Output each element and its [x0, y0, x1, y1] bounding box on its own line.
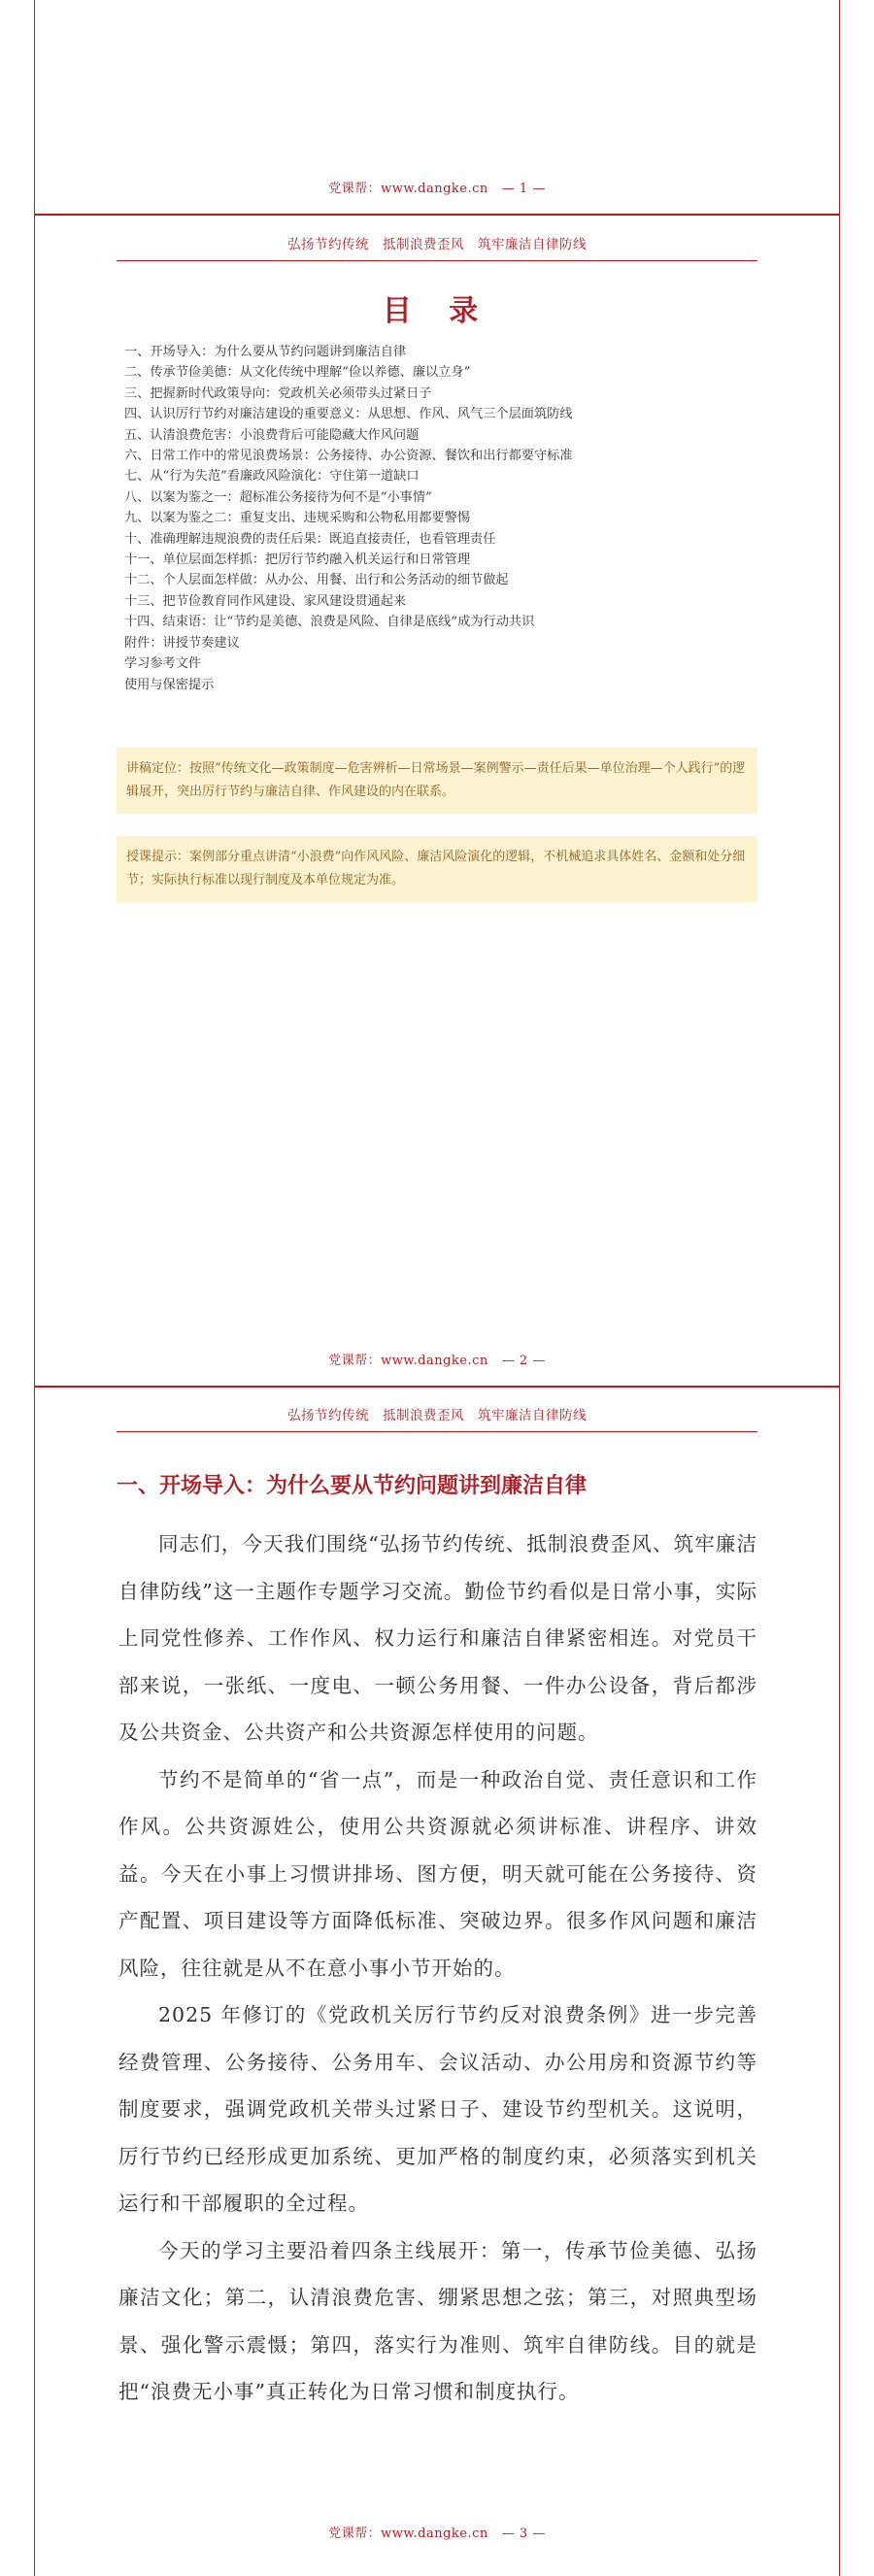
teaching-tip-note: 授课提示：案例部分重点讲清“小浪费”向作风风险、廉洁风险演化的逻辑，不机械追求具体姓名、金额和处分细节；实际执行标准以现行制度及本单位规定为准。: [117, 836, 757, 902]
page-header: 弘扬节约传统 抵制浪费歪风 筑牢廉洁自律防线: [287, 237, 587, 252]
footer-site: 党课帮：www.dangke.cn: [328, 182, 488, 196]
toc-item[interactable]: 附件：讲授节奏建议: [124, 635, 240, 651]
toc-item[interactable]: 九、以案为鉴之二：重复支出、违规采购和公物私用都要警惕: [124, 511, 471, 526]
toc-item[interactable]: 一、开场导入：为什么要从节约问题讲到廉洁自律: [124, 345, 407, 359]
page-divider: [34, 214, 840, 216]
toc-item[interactable]: 四、认识厉行节约对廉洁建设的重要意义：从思想、作风、风气三个层面筑防线: [124, 407, 573, 422]
header-rule: [117, 260, 757, 261]
page-number: — 2 —: [501, 1354, 546, 1368]
body-paragraph: 同志们，今天我们围绕“弘扬节约传统、抵制浪费歪风、筑牢廉洁自律防线”这一主题作专题学习交流。勤俭节约看似是日常小事，实际上同党性修养、工作作风、权力运行和廉洁自律紧密相连。对党员干部来说，一张纸、一度电、一顿公务用餐、一件办公设备，背后都涉及公共资金、公共资产和公共资源怎样使用的问题。: [118, 1532, 757, 1744]
header-rule: [117, 1431, 757, 1432]
page-number: — 1 —: [501, 182, 546, 196]
page-footer: [34, 178, 840, 196]
toc-item[interactable]: 七、从“行为失范”看廉政风险演化：守住第一道缺口: [124, 469, 420, 485]
page-footer: [34, 2523, 840, 2541]
toc-title: 目 录: [382, 294, 492, 328]
toc-item[interactable]: 五、认清浪费危害：小浪费背后可能隐藏大作风问题: [124, 427, 420, 443]
toc-item[interactable]: 二、传承节俭美德：从文化传统中理解“俭以养德、廉以立身”: [124, 365, 471, 381]
body-paragraph: 节约不是简单的“省一点”，而是一种政治自觉、责任意识和工作作风。公共资源姓公，使用公共资源就必须讲标准、讲程序、讲效益。今天在小事上习惯讲排场、图方便，明天就可能在公务接待、资产配置、项目建设等方面降低标准、突破边界。很多作风问题和廉洁风险，往往就是从不在意小事小节开始的。: [118, 1767, 757, 1980]
toc-item[interactable]: 十四、结束语：让“节约是美德、浪费是风险、自律是底线”成为行动共识: [124, 615, 535, 630]
page-header: 弘扬节约传统 抵制浪费歪风 筑牢廉洁自律防线: [287, 1408, 587, 1423]
table-of-contents: [124, 342, 765, 695]
page-footer: [34, 1350, 840, 1368]
toc-item[interactable]: 八、以案为鉴之一：超标准公务接待为何不是“小事情”: [124, 489, 432, 505]
page-number: — 3 —: [501, 2526, 546, 2541]
toc-item[interactable]: 使用与保密提示: [124, 677, 215, 692]
positioning-note: 讲稿定位：按照“传统文化—政策制度—危害辨析—日常场景—案例警示—责任后果—单位治理—个人践行”的逻辑展开，突出厉行节约与廉洁自律、作风建设的内在联系。: [117, 748, 757, 814]
body-paragraph: 今天的学习主要沿着四条主线展开：第一，传承节俭美德、弘扬廉洁文化；第二，认清浪费危害、绷紧思想之弦；第三，对照典型场景、强化警示震慑；第四，落实行为准则、筑牢自律防线。目的就是把“浪费无小事”真正转化为日常习惯和制度执行。: [118, 2238, 757, 2403]
body-paragraph: 2025 年修订的《党政机关厉行节约反对浪费条例》进一步完善经费管理、公务接待、公务用车、会议活动、办公用房和资源节约等制度要求，强调党政机关带头过紧日子、建设节约型机关。这说明，厉行节约已经形成更加系统、更加严格的制度约束，必须落实到机关运行和干部履职的全过程。: [118, 2003, 757, 2215]
toc-item[interactable]: 十、准确理解违规浪费的责任后果：既追直接责任，也看管理责任: [124, 531, 496, 547]
toc-item[interactable]: 学习参考文件: [124, 656, 202, 672]
toc-item[interactable]: 三、把握新时代政策导向：党政机关必须带头过紧日子: [124, 385, 432, 401]
footer-site: 党课帮：www.dangke.cn: [328, 1354, 488, 1368]
toc-item[interactable]: 十二、个人层面怎样做：从办公、用餐、出行和公务活动的细节做起: [124, 573, 509, 588]
toc-item[interactable]: 十一、单位层面怎样抓：把厉行节约融入机关运行和日常管理: [124, 552, 471, 568]
footer-site: 党课帮：www.dangke.cn: [328, 2526, 488, 2541]
toc-item[interactable]: 十三、把节俭教育同作风建设、家风建设贯通起来: [124, 593, 407, 609]
section-heading: 一、开场导入：为什么要从节约问题讲到廉洁自律: [117, 1474, 588, 1498]
section-body: [118, 1521, 757, 2416]
toc-item[interactable]: 六、日常工作中的常见浪费场景：公务接待、办公资源、餐饮和出行都要守标准: [124, 449, 573, 464]
page-divider: [34, 1386, 840, 1388]
